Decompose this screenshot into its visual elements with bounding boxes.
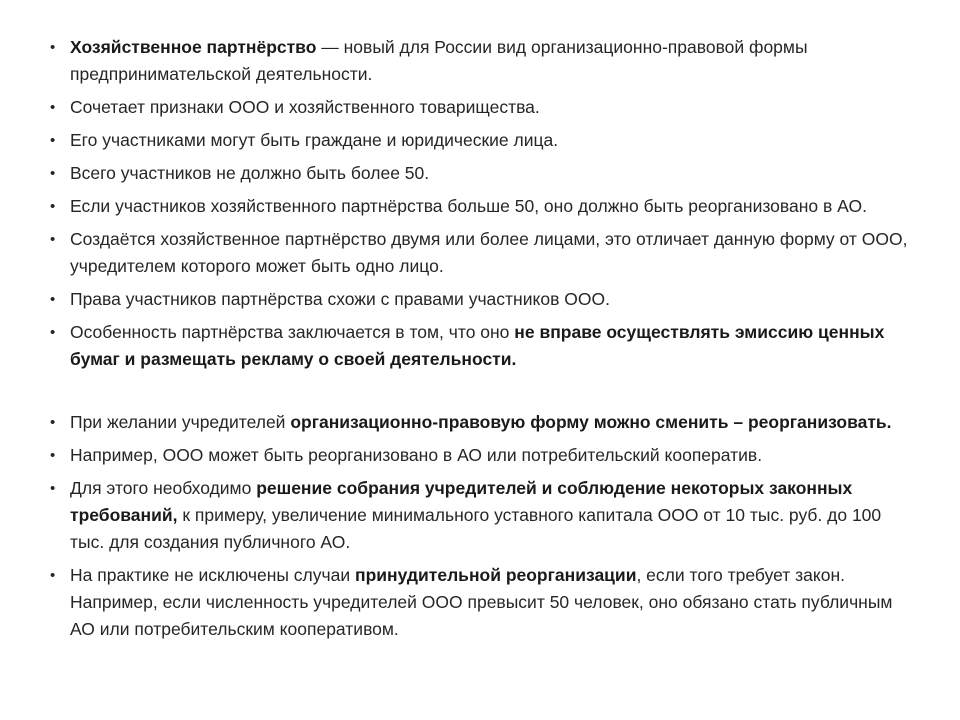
bullet-item bbox=[48, 286, 920, 313]
bullet-item bbox=[48, 409, 920, 436]
bullet-item bbox=[48, 442, 920, 469]
bullet-text: Создаётся хозяйственное партнёрство двумя или более лицами, это отличает данную форму от ООО, учредителем которого может быть одно лицо. bbox=[70, 229, 908, 276]
bullet-text: Всего участников не должно быть более 50. bbox=[70, 163, 430, 183]
bullet-item bbox=[48, 160, 920, 187]
bullet-text: Например, ООО может быть реорганизовано в АО или потребительский кооператив. bbox=[70, 445, 763, 465]
bullet-dot-icon: • bbox=[50, 39, 56, 56]
bullet-dot-icon: • bbox=[50, 165, 56, 182]
bullet-dot-icon: • bbox=[50, 132, 56, 149]
bullet-text-bold: Хозяйственное партнёрство bbox=[70, 37, 317, 57]
bullet-dot-icon: • bbox=[50, 447, 56, 464]
bullet-text: Права участников партнёрства схожи с правами участников ООО. bbox=[70, 289, 610, 309]
bullet-text: Если участников хозяйственного партнёрства больше 50, оно должно быть реорганизовано в АО. bbox=[70, 196, 867, 216]
bullet-text: При желании учредителей bbox=[70, 412, 291, 432]
bullet-text-bold: решение собрания учредителей и соблюдение некоторых законных требований, bbox=[70, 478, 853, 525]
bullet-text: Его участниками могут быть граждане и юридические лица. bbox=[70, 130, 559, 150]
bullet-text: Сочетает признаки ООО и хозяйственного товарищества. bbox=[70, 97, 540, 117]
bullet-text: На практике не исключены случаи bbox=[70, 565, 356, 585]
bullet-item bbox=[48, 193, 920, 220]
bullet-text: Для этого необходимо bbox=[70, 478, 257, 498]
bullet-item bbox=[48, 94, 920, 121]
bullet-item bbox=[48, 34, 920, 88]
bullet-dot-icon: • bbox=[50, 198, 56, 215]
bullet-text: — новый для России вид организационно-правовой формы предпринимательской деятельности. bbox=[70, 37, 808, 84]
bullet-item bbox=[48, 127, 920, 154]
bullet-dot-icon: • bbox=[50, 324, 56, 341]
bullet-text: Особенность партнёрства заключается в том, что оно bbox=[70, 322, 515, 342]
bullet-list bbox=[48, 34, 920, 643]
bullet-dot-icon: • bbox=[50, 567, 56, 584]
bullet-text-bold: принудительной реорганизации bbox=[355, 565, 637, 585]
bullet-text: к примеру, увеличение минимального уставного капитала ООО от 10 тыс. руб. до 100 тыс. для создания публичного АО. bbox=[70, 505, 882, 552]
bullet-item bbox=[48, 562, 920, 643]
bullet-dot-icon: • bbox=[50, 99, 56, 116]
bullet-text-bold: организационно-правовую форму можно сменить – реорганизовать. bbox=[290, 412, 892, 432]
bullet-item bbox=[48, 226, 920, 280]
bullet-dot-icon: • bbox=[50, 480, 56, 497]
bullet-item bbox=[48, 319, 920, 373]
bullet-dot-icon: • bbox=[50, 231, 56, 248]
bullet-text: , если того требует закон. Например, если численность учредителей ООО превысит 50 человек, оно обязано стать публичным АО или потребительским кооперативом. bbox=[70, 565, 893, 639]
bullet-dot-icon: • bbox=[50, 291, 56, 308]
bullet-text-bold: не вправе осуществлять эмиссию ценных бумаг и размещать рекламу о своей деятельности. bbox=[70, 322, 885, 369]
bullet-dot-icon: • bbox=[50, 414, 56, 431]
bullet-item bbox=[48, 475, 920, 556]
